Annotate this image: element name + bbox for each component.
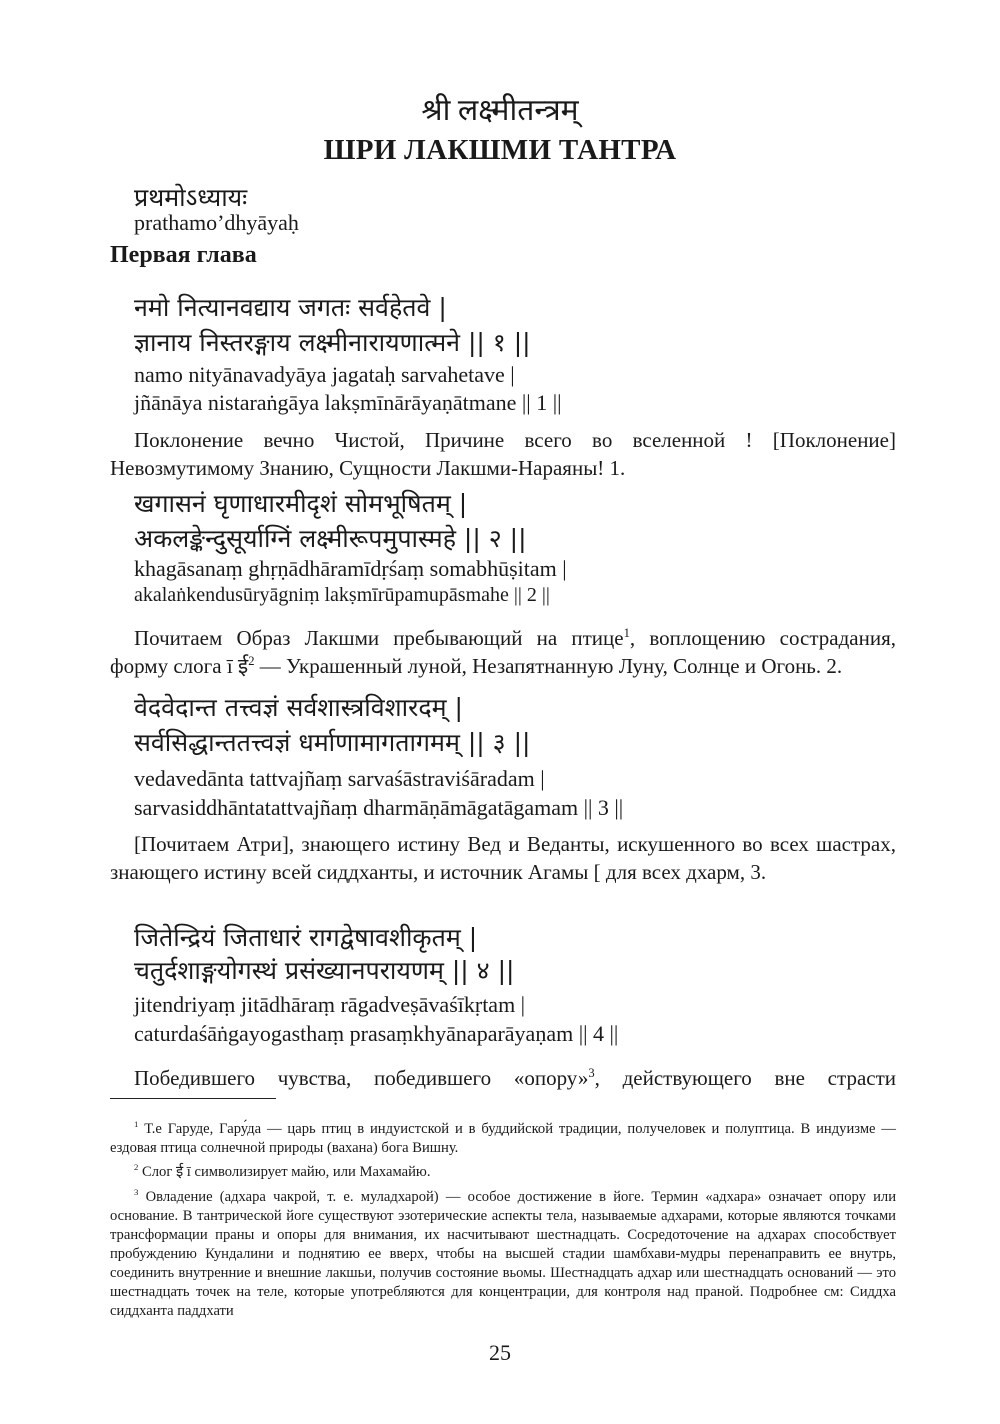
verse-4-sanskrit-line-1: जितेन्द्रियं जिताधारं रागद्वेषावशीकृतम् | [134, 923, 478, 952]
verse-3-sanskrit-line-2: सर्वसिद्धान्ततत्त्वज्ञं धर्माणामागतागमम् || ३ || [134, 728, 531, 757]
verse-3-sanskrit-line-1: वेदवेदान्त तत्त्वज्ञं सर्वशास्त्रविशारदम् | [134, 693, 463, 722]
footnote-3: $^3$ Овладение (адхара чакрой, т. е. муладхарой) — особое достижение в йоге. Термин «адхара» означает опору или основание. В тантрической йоге существуют эзотерические аспекты тела, называемые адхарами, которые являются точками трансформации праны и опоры для внимания, их насчитывают шестнадцать. Сосредоточение на адхарах способствует пробуждению Кундалини и поднятию ее вверх, чтобы на высшей стадии шамбхави-мудры перенаправить ее внутрь, соединить внутренние и внешние лакшьи, получив состояние вьомы. Шестнадцать адхар или шестнадцать оснований — это шестнадцать точек на теле, которые употребляются для концентрации, для контроля над праной. Подробнее см: Сиддха сиддханта паддхати [110, 1187, 897, 1319]
verse-2-translit-line-2: akalaṅkendusūryāgniṃ lakṣmīrūpamupāsmahe || 2 || [134, 584, 550, 606]
verse-2-translit-line-1: khagāsanaṃ ghṛṇādhāramīdṛśaṃ somabhūṣitam | [134, 556, 567, 581]
verse-1-translation: Поклонение вечно Чистой, Причине всего во вселенной ! [Поклонение] Невозмутимому Знанию, Сущности Лакшми-Нараяны! 1. [110, 428, 896, 480]
footnote-ref-3: 3 [588, 1066, 595, 1080]
title-russian: ШРИ ЛАКШМИ ТАНТРА [323, 134, 677, 166]
footnote-2: $^2$ Слог ई ī символизирует майю, или Махамайю. [134, 1162, 431, 1180]
verse-4-sanskrit-line-2: चतुर्दशाङ्गयोगस्थं प्रसंख्यानपरायणम् || ४ || [134, 956, 515, 985]
verse-4-translation: Победившего чувства, победившего «опору»$^3$, действующего вне страсти [134, 1066, 896, 1090]
footnote-1: $^1$ Т.е Гаруде, Гару́да — царь птиц в индуистской и в буддийской традиции, получеловек и полуптица. В индуизме — ездовая птица солнечной природы (вахана) бога Вишну. [110, 1119, 896, 1156]
page-number: 25 [489, 1340, 511, 1365]
verse-2-sanskrit-line-1: खगासनं घृणाधारमीदृशं सोमभूषितम् | [134, 489, 468, 518]
chapter-heading: Первая глава [110, 242, 257, 268]
verse-3-translit-line-2: sarvasiddhāntatattvajñaṃ dharmāṇāmāgatāgamam || 3 || [134, 795, 624, 820]
verse-4-translit-line-2: caturdaśāṅgayogasthaṃ prasaṃkhyānaparāyaṇam || 4 || [134, 1021, 619, 1046]
chapter-sanskrit: प्रथमोऽध्यायः [134, 183, 248, 212]
footnote-separator [110, 1098, 276, 1099]
chapter-translit: prathamo’dhyāyaḥ [134, 210, 299, 235]
verse-1-sanskrit-line-1: नमो नित्यानवद्याय जगतः सर्वहेतवे | [134, 293, 447, 322]
verse-1-translit-line-1: namo nityānavadyāya jagataḥ sarvahetave | [134, 362, 515, 387]
verse-1-translit-line-2: jñānāya nistaraṅgāya lakṣmīnārāyaṇātmane || 1 || [134, 390, 562, 415]
verse-3-translit-line-1: vedavedānta tattvajñaṃ sarvaśāstraviśāradam | [134, 766, 545, 791]
verse-1-sanskrit-line-2: ज्ञानाय निस्तरङ्गाय लक्ष्मीनारायणात्मने || १ || [134, 328, 531, 357]
title-sanskrit: श्री लक्ष्मीतन्त्रम् [421, 94, 579, 127]
footnote-ref-1: 1 [623, 626, 630, 640]
footnote-ref-2: 2 [248, 654, 255, 668]
verse-3-translation: [Почитаем Атри], знающего истину Вед и Веданты, искушенного во всех шастрах, знающего истину всей сиддханты, и источник Агамы [ для всех дхарм, 3. [110, 832, 896, 884]
verse-2-sanskrit-line-2: अकलङ्केन्दुसूर्याग्निं लक्ष्मीरूपमुपास्महे || २ || [134, 524, 527, 553]
verse-2-translation: Почитаем Образ Лакшми пребывающий на птице$^1$, воплощению сострадания, форму слога ī ई$^2$ — Украшенный луной, Незапятнанную Луну, Солнце и Огонь. 2. [110, 626, 896, 678]
verse-4-translit-line-1: jitendriyaṃ jitādhāraṃ rāgadveṣāvaśīkṛtam | [134, 992, 526, 1017]
